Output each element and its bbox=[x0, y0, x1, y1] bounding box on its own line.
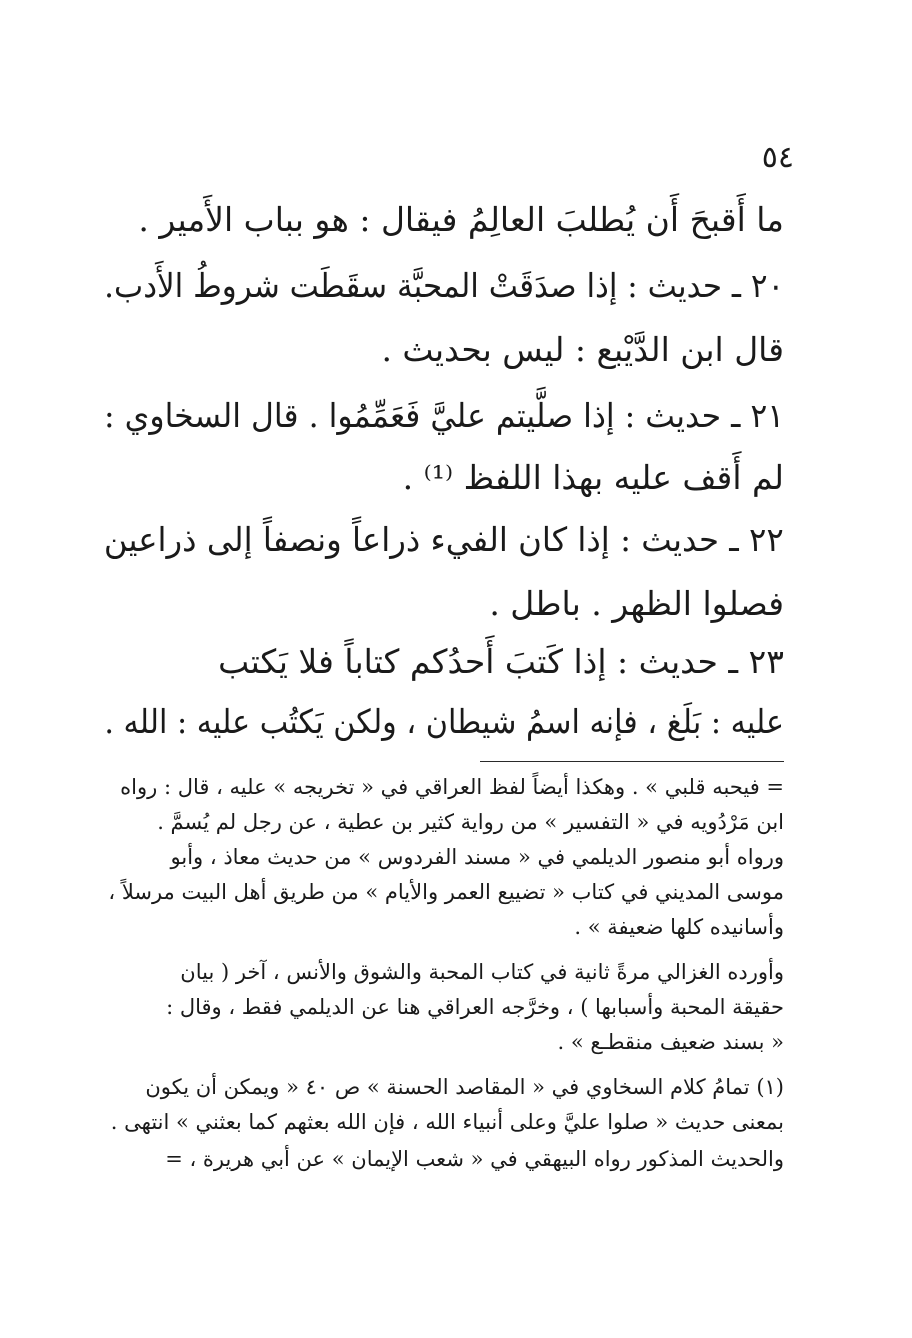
page-number: ٥٤ bbox=[761, 140, 794, 175]
footnote-line: وأورده الغزالي مرةً ثانية في كتاب المحبة والشوق والأنس ، آخر ( بيان bbox=[180, 960, 784, 984]
footnote-divider bbox=[480, 761, 784, 762]
footnote-line: = فيحبه قلبي » . وهكذا أيضاً لفظ العراقي في « تخريجه » عليه ، قال : رواه bbox=[120, 775, 784, 799]
main-line: ما أَقبحَ أَن يُطلبَ العالِمُ فيقال : هو بباب الأَمير . bbox=[138, 200, 784, 239]
main-text bbox=[104, 190, 784, 750]
footnote-line: حقيقة المحبة وأسبابها ) ، وخرَّجه العراقي هنا عن الديلمي فقط ، وقال : bbox=[166, 995, 784, 1019]
main-line: ٢٢ ـ حديث : إذا كان الفيء ذراعاً ونصفاً إلى ذراعين bbox=[104, 520, 784, 559]
main-line: ٢٣ ـ حديث : إذا كَتبَ أَحدُكم كتاباً فلا يَكتب bbox=[218, 642, 784, 681]
footnote-line: والحديث المذكور رواه البيهقي في « شعب الإيمان » عن أبي هريرة ، = bbox=[165, 1147, 784, 1171]
footnote-line: موسى المديني في كتاب « تضييع العمر والأيام » من طريق أهل البيت مرسلاً ، bbox=[108, 880, 784, 904]
footnote-line: بمعنى حديث « صلوا عليَّ وعلى أنبياء الله ، فإن الله بعثهم كما بعثني » انتهى . bbox=[110, 1110, 784, 1134]
footnote-line: وأسانيده كلها ضعيفة » . bbox=[574, 915, 784, 939]
main-line: لم أَقف عليه بهذا اللفظ ⁽¹⁾ . bbox=[402, 458, 784, 497]
footnote-line: ورواه أبو منصور الديلمي في « مسند الفردوس » من حديث معاذ ، وأبو bbox=[170, 845, 784, 869]
main-line: قال ابن الدَّيْبع : ليس بحديث . bbox=[381, 330, 784, 369]
main-line: ٢١ ـ حديث : إذا صلَّيتم عليَّ فَعَمِّمُوا . قال السخاوي : bbox=[103, 396, 784, 435]
footnote-line: (١) تمامُ كلام السخاوي في « المقاصد الحسنة » ص ٤٠ « ويمكن أن يكون bbox=[145, 1075, 784, 1099]
main-line: عليه : بَلَغ ، فإنه اسمُ شيطان ، ولكن يَكتُب عليه : الله . bbox=[104, 702, 784, 741]
footnote-line: ابن مَرْدُويه في « التفسير » من رواية كثير بن عطية ، عن رجل لم يُسمَّ . bbox=[157, 810, 784, 834]
main-line: ٢٠ ـ حديث : إذا صدَقَتْ المحبَّة سقَطَت شروطُ الأَدب. bbox=[104, 266, 784, 305]
footnote-line: « بسند ضعيف منقطـع » . bbox=[557, 1030, 784, 1054]
footnotes bbox=[104, 770, 784, 1210]
main-line: فصلوا الظهر . باطل . bbox=[489, 584, 784, 623]
